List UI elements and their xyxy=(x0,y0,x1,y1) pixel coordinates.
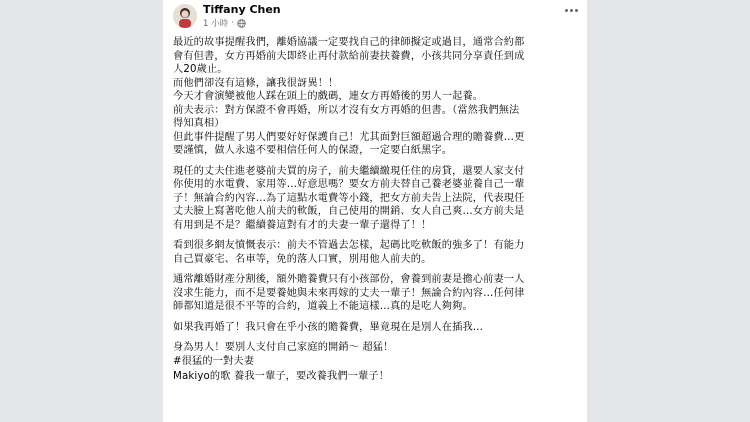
text-line: 子！無論合約內容…為了這點水電費等小錢，把女方前夫告上法院，代表現任 xyxy=(173,192,525,204)
text-line: 自己買豪宅、名車等，免的落人口實，別用他人前夫的。 xyxy=(173,253,432,265)
paragraph xyxy=(173,165,577,233)
text-line: 但此事件提醒了男人們要好好保護自己！尤其面對巨額超過合理的贍養費…更 xyxy=(173,131,525,143)
avatar-photo-icon xyxy=(173,4,197,28)
text-line: 你使用的水電費、家用等…好意思嗎？要女方前夫替自己養老婆並養自己一輩 xyxy=(173,179,525,190)
post-time[interactable]: 1 小時 xyxy=(203,19,229,29)
globe-icon[interactable] xyxy=(237,19,246,28)
text-line: 最近的故事提醒我們，離婚協議一定要找自己的律師擬定或過目，通常合約都 xyxy=(173,37,525,48)
post-card xyxy=(163,0,587,422)
text-line: 會有但書，女方再婚前夫即終止再付款給前妻扶養費，小孩共同分享責任到成 xyxy=(173,50,525,62)
text-line: 今天才會演變被他人踩在頭上的戲碼，連女方再婚後的男人一起養。 xyxy=(173,91,484,102)
hashtag-link[interactable]: #很猛的一對夫妻 xyxy=(173,355,255,367)
text-line: 師都知道是很不平等的合約，道義上不能這樣…真的是吃人夠夠。 xyxy=(173,301,473,312)
text-line: 丈夫臉上寫著吃他人前夫的軟飯，自己使用的開銷、女人自己爽…女方前夫是 xyxy=(173,206,525,217)
text-line: 前夫表示：對方保證不會再婚，所以才沒有女方再婚的但書。（當然我們無法 xyxy=(173,104,520,116)
text-line: 通常離婚財產分割後，額外贍養費只有小孩部份，會養到前妻是擔心前妻一人 xyxy=(173,274,525,285)
text-line: 人20歲止。 xyxy=(173,64,228,75)
author-name[interactable]: Tiffany Chen xyxy=(203,3,281,16)
paragraph xyxy=(173,239,577,266)
text-line: Makiyo的歌 養我一輩子，要改養我們一輩子！ xyxy=(173,371,390,382)
paragraph xyxy=(173,36,577,158)
separator-dot: · xyxy=(231,18,234,28)
paragraph xyxy=(173,370,577,384)
text-line: 得知真相） xyxy=(173,118,225,129)
text-line: 有用到是不是？繼續養這對有才的夫妻一輩子還得了！！ xyxy=(173,219,432,231)
text-line: 而他們卻沒有這條，讓我很訝異！！ xyxy=(173,77,339,89)
post-header xyxy=(163,0,587,34)
post-meta xyxy=(203,17,246,29)
text-line: 如果我再婚了！我只會在乎小孩的贍養費，畢竟現在是別人在插我… xyxy=(173,321,484,333)
text-line: 要謹慎，做人永遠不要相信任何人的保證，一定要白紙黑字。 xyxy=(173,145,453,156)
paragraph xyxy=(173,341,577,368)
text-line: 現任的丈夫住進老婆前夫買的房子，前夫繼續繳現任住的房貸，還要人家支付 xyxy=(173,165,525,177)
post-body xyxy=(173,36,577,391)
more-options-icon[interactable] xyxy=(561,4,581,16)
text-line: 沒求生能力，而不是要養她與未來再嫁的丈夫一輩子！無論合約內容…任何律 xyxy=(173,287,525,299)
paragraph xyxy=(173,321,577,335)
text-line: 身為男人！要別人支付自己家庭的開銷～ 超猛！ xyxy=(173,342,394,353)
avatar[interactable] xyxy=(173,4,197,28)
text-line: 看到很多網友憤慨表示：前夫不管過去怎樣，起碼比吃軟飯的強多了！有能力 xyxy=(173,240,525,251)
paragraph xyxy=(173,273,577,314)
